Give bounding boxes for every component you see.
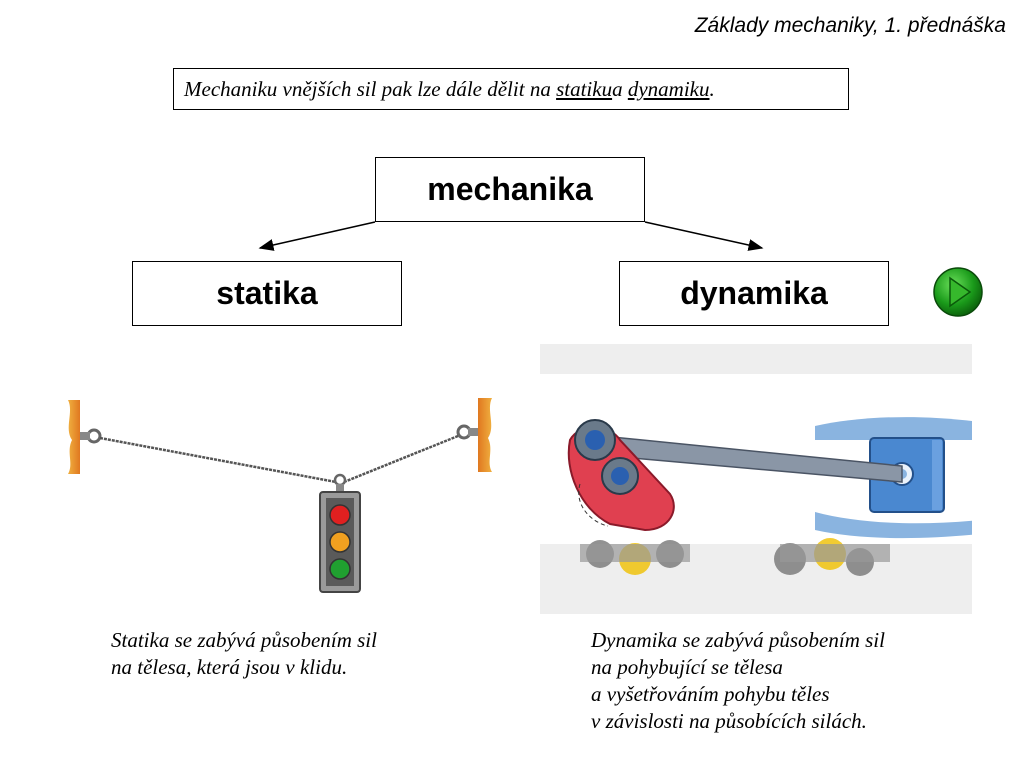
- intro-statement: [173, 68, 849, 110]
- intro-term-statika: statiku: [556, 76, 613, 101]
- intro-term-dynamika: dynamiku: [627, 76, 710, 101]
- right-wall: [478, 398, 492, 472]
- intro-text-between: a: [612, 76, 623, 101]
- dynamika-caption-line: v závislosti na působících silách.: [591, 709, 867, 733]
- statika-caption-line: na tělesa, která jsou v klidu.: [111, 655, 348, 679]
- intro-text-after: .: [709, 76, 715, 101]
- header-title: Základy mechaniky, 1. přednáška: [694, 14, 1006, 37]
- dynamika-caption: [591, 627, 885, 735]
- left-wall: [68, 400, 80, 474]
- amber-light: [330, 532, 350, 552]
- node-mechanika: mechanika: [375, 157, 645, 222]
- play-button[interactable]: [932, 266, 984, 318]
- arrow-to-statika: [260, 222, 375, 248]
- statika-caption-line: Statika se zabývá působením sil: [111, 628, 377, 652]
- right-cable: [344, 436, 458, 482]
- dynamika-caption-line: a vyšetřováním pohybu těles: [591, 682, 830, 706]
- node-statika: statika: [132, 261, 402, 326]
- arrow-to-dynamika: [645, 222, 762, 248]
- red-light: [330, 505, 350, 525]
- dynamika-caption-line: Dynamika se zabývá působením sil: [591, 628, 885, 652]
- intro-text-before: Mechaniku vnějších sil pak lze dále dělit na: [184, 76, 551, 101]
- traffic-light-illustration: [60, 392, 500, 597]
- node-dynamika: dynamika: [619, 261, 889, 326]
- left-cable: [100, 438, 336, 482]
- dynamika-caption-line: na pohybující se tělesa: [591, 655, 783, 679]
- statika-caption: [111, 627, 377, 681]
- crank-piston-illustration: [540, 344, 972, 614]
- green-light: [330, 559, 350, 579]
